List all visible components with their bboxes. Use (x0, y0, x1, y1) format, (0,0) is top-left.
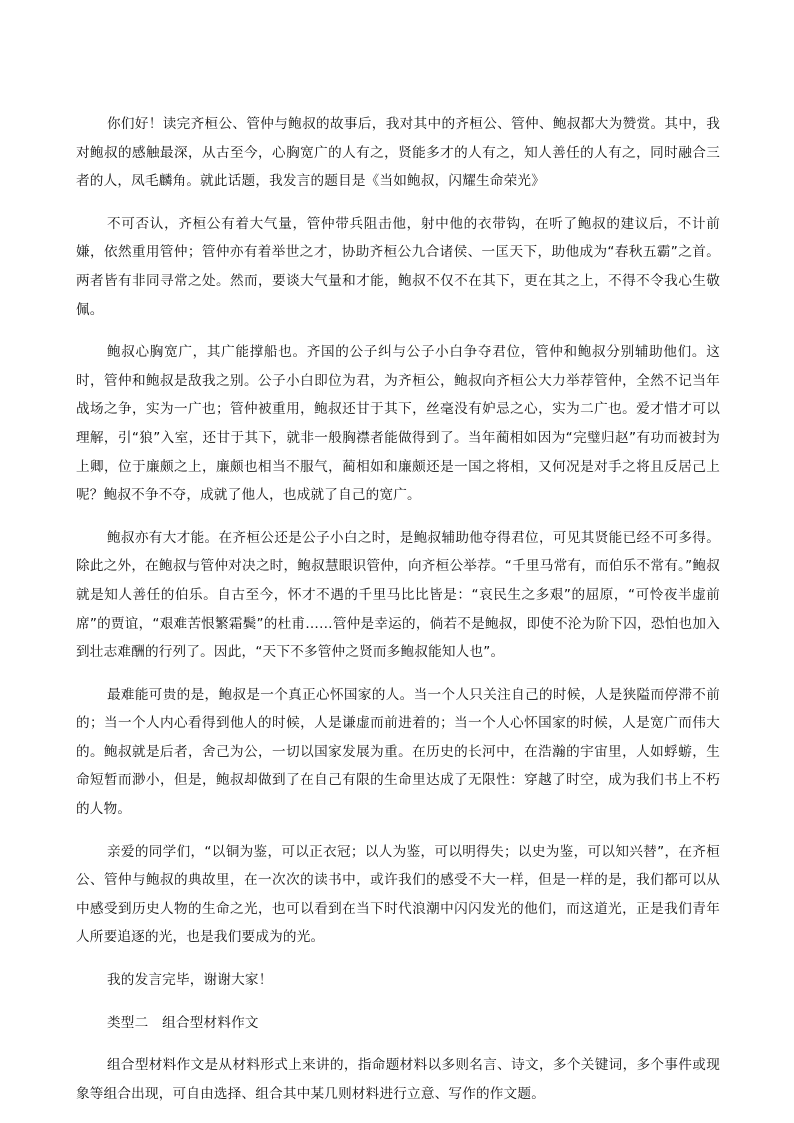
paragraph-generosity: 鲍叔心胸宽广，其广能撑船也。齐国的公子纠与公子小白争夺君位，管仲和鲍叔分别辅助他们。这时，管仲和鲍叔是敌我之别。公子小白即位为君，为齐桓公，鲍叔向齐桓公大力举荐管仲，全然不记当年战场之争，实为一广也；管仲被重用，鲍叔还甘于其下，丝毫没有妒忌之心，实为二广也。爱才惜才可以理解，引“狼”入室，还甘于其下，就非一般胸襟者能做得到了。当年蔺相如因为“完璧归赵”有功而被封为上卿，位于廉颇之上，廉颇也相当不服气，蔺相如和廉颇还是一国之将相，又何况是对手之将且反居己上呢？鲍叔不争不夺，成就了他人，也成就了自己的宽广。 (76, 344, 720, 504)
paragraph-talent: 鲍叔亦有大才能。在齐桓公还是公子小白之时，是鲍叔辅助他夺得君位，可见其贤能已经不可多得。除此之外，在鲍叔与管仲对决之时，鲍叔慧眼识管仲，向齐桓公举荐。“千里马常有，而伯乐不常有。”鲍叔就是知人善任的伯乐。自古至今，怀才不遇的千里马比比皆是：“哀民生之多艰”的屈原，“可怜夜半虚前席”的贾谊，“艰难苦恨繁霜鬓”的杜甫……管仲是幸运的，倘若不是鲍叔，即使不沦为阶下囚，恐怕也加入到壮志难酬的行列了。因此，“天下不多管仲之贤而多鲍叔能知人也”。 (76, 529, 720, 661)
document-body (76, 110, 720, 1122)
paragraph-definition: 组合型材料作文是从材料形式上来讲的，指命题材料以多则名言、诗文，多个关键词，多个事件或现象等组合出现，可自由选择、组合其中某几则材料进行立意、写作的作文题。 (76, 1057, 720, 1102)
paragraph-patriotism: 最难能可贵的是，鲍叔是一个真正心怀国家的人。当一个人只关注自己的时候，人是狭隘而停滞不前的；当一个人内心看得到他人的时候，人是谦虚而前进着的；当一个人心怀国家的时候，人是宽广而伟大的。鲍叔就是后者，舍己为公，一切以国家发展为重。在历史的长河中，在浩瀚的宇宙里，人如蜉蝣，生命短暂而渺小，但是，鲍叔却做到了在自己有限的生命里达成了无限性：穿越了时空，成为我们书上不朽的人物。 (76, 686, 720, 818)
paragraph-huan-guan: 不可否认，齐桓公有着大气量，管仲带兵阻击他，射中他的衣带钩，在听了鲍叔的建议后，不计前嫌，依然重用管仲；管仲亦有着举世之才，协助齐桓公九合诸侯、一匡天下，助他成为“春秋五霸”之首。两者皆有非同寻常之处。然而，要谈大气量和才能，鲍叔不仅不在其下，更在其之上，不得不令我心生敬佩。 (76, 215, 720, 318)
section-heading: 类型二 组合型材料作文 (107, 1014, 259, 1031)
paragraph-closing: 我的发言完毕，谢谢大家！ (107, 972, 273, 989)
paragraph-intro: 你们好！读完齐桓公、管仲与鲍叔的故事后，我对其中的齐桓公、管仲、鲍叔都大为赞赏。其中，我对鲍叔的感触最深，从古至今，心胸宽广的人有之，贤能多才的人有之，知人善任的人有之，同时融合三者的人，凤毛麟角。就此话题，我发言的题目是《当如鲍叔，闪耀生命荣光》 (76, 116, 720, 190)
paragraph-conclusion: 亲爱的同学们，“以铜为鉴，可以正衣冠；以人为鉴，可以明得失；以史为鉴，可以知兴替”，在齐桓公、管仲与鲍叔的典故里，在一次次的读书中，或许我们的感受不大一样，但是一样的是，我们都可以从中感受到历史人物的生命之光，也可以看到在当下时代浪潮中闪闪发光的他们，而这道光，正是我们青年人所要追逐的光，也是我们要成为的光。 (76, 843, 720, 946)
